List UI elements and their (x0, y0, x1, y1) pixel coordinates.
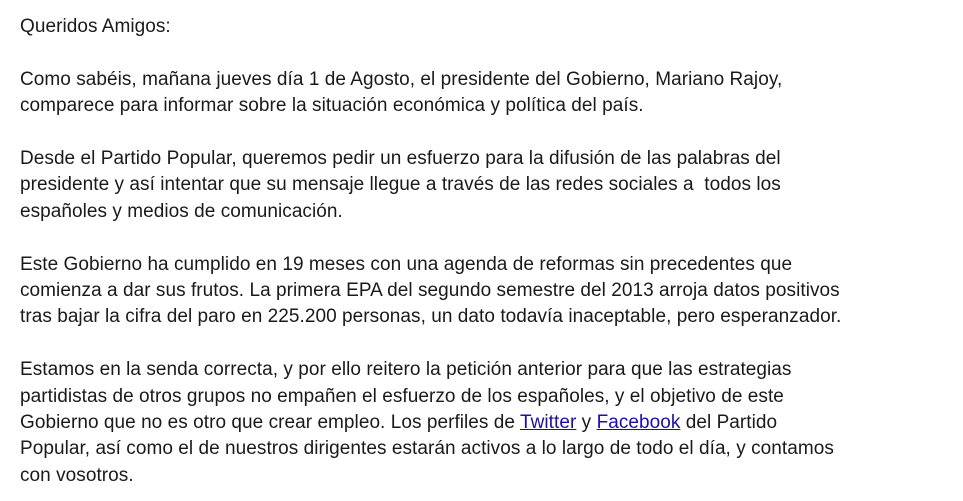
greeting: Queridos Amigos: (20, 16, 171, 37)
paragraph-closing-text-2: y (576, 412, 597, 434)
paragraph-reforms: Este Gobierno ha cumplido en 19 meses con una agenda de reformas sin precedentes que comienza a dar sus frutos. La primera EPA del segundo semestre del 2013 arroja datos positivos tras bajar la cifra del paro en 225.200 personas, un dato todavía inaceptable, pero esperanzador. (20, 253, 842, 328)
letter-body (20, 14, 955, 489)
paragraph-closing-text-3: del Partido Popular, así como el de nuestros dirigentes estarán activos a lo largo de todo el día, y contamos con vosotros. (20, 412, 834, 486)
facebook-link[interactable]: Facebook (596, 412, 681, 434)
paragraph-request: Desde el Partido Popular, queremos pedir un esfuerzo para la difusión de las palabras del presidente y así intentar que su mensaje llegue a través de las redes sociales a todos los españoles y medios de comunicación. (20, 148, 781, 222)
paragraph-closing (20, 357, 955, 489)
paragraph-announcement: Como sabéis, mañana jueves día 1 de Agosto, el presidente del Gobierno, Mariano Rajoy, comparece para informar sobre la situación económica y política del país. (20, 68, 783, 117)
twitter-link[interactable]: Twitter (520, 412, 577, 434)
paragraph-closing-text-1: Estamos en la senda correcta, y por ello reitero la petición anterior para que las estrategias partidistas de otros grupos no empañen el esfuerzo de los españoles, y el objetivo de este Gobierno que no es otro que crear empleo. Los perfiles de (20, 359, 792, 434)
